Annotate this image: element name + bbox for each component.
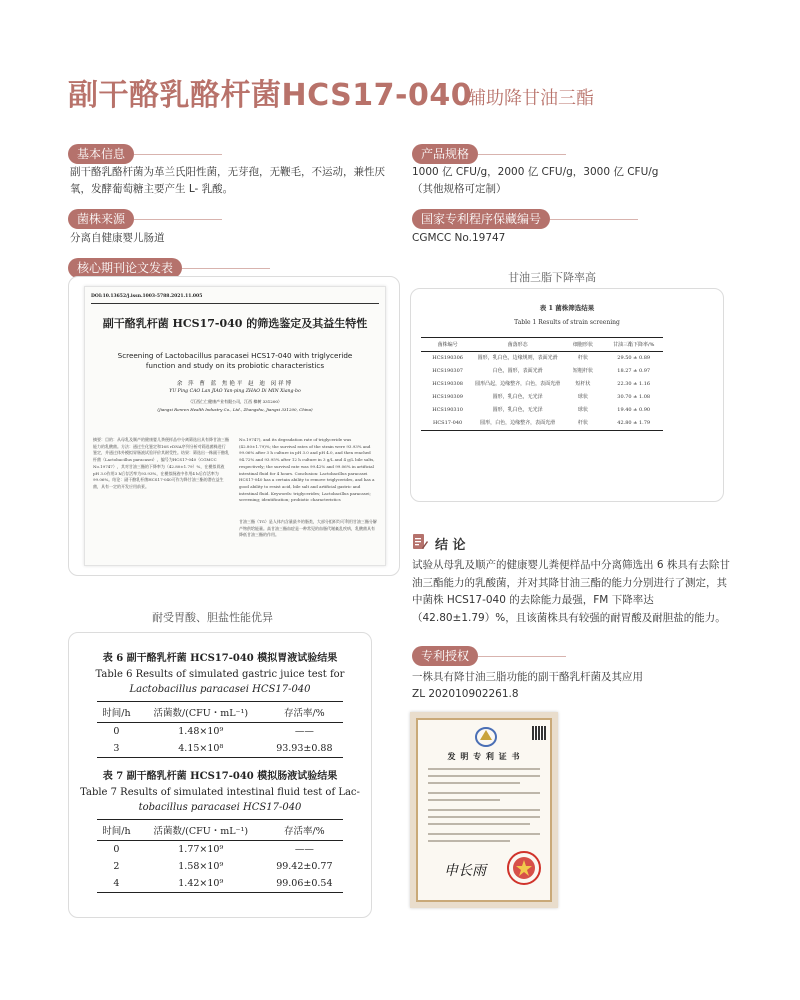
patent-office-emblem-icon (474, 726, 498, 748)
header-strain-id: 菌株编号 (421, 338, 474, 352)
paper-doi: DOI:10.13652/j.issn.1003-5788.2021.11.005 (91, 294, 203, 299)
paper-top-rule (91, 303, 379, 304)
official-seal-icon (506, 850, 542, 886)
cert-text-line (428, 809, 540, 811)
cell-survival: 99.06±0.54 (266, 875, 343, 893)
screening-header-row (421, 338, 663, 352)
strain-source-text: 分离自健康婴儿肠道 (70, 232, 165, 244)
patent-line1: 一株具有降甘油三脂功能的副干酪乳杆菌及其应用 (412, 671, 643, 683)
header-viable-count: 活菌数/(CFU・mL⁻¹) (136, 702, 266, 723)
cell-colony: 圆形，乳白色，无光泽 (492, 407, 543, 413)
table-row (97, 858, 343, 875)
patent-line2: ZL 202010902261.8 (412, 688, 519, 700)
certificate-frame (416, 718, 552, 902)
table7-title-cn: 表 7 副干酪乳杆菌 HCS17-040 模拟肠液试验结果 (102, 771, 338, 782)
cell-cell-shape: 短粗杆状 (572, 368, 593, 374)
cell-colony: 圆形凸起，边缘整齐，白色，表面光滑 (475, 381, 561, 387)
cell-colony: 白色，圆形，表面光滑 (492, 368, 543, 374)
table-row (421, 378, 663, 391)
header-survival-rate: 存活率/% (266, 820, 343, 841)
table-row (421, 352, 663, 366)
cell-cell-shape: 短杆状 (575, 381, 591, 387)
table-row (421, 417, 663, 431)
paper-title-en: Screening of Lactobacillus paracasei HCS17-040 with triglyceride function and study on its probiotic characteristics (117, 351, 353, 370)
cell-colony: 圆形，乳白色，无光泽 (492, 394, 543, 400)
cell-count: 1.42×10⁹ (136, 875, 266, 893)
qr-code-icon (532, 726, 546, 740)
patent-deposit-text: CGMCC No.19747 (412, 232, 506, 244)
screening-table-card (410, 288, 724, 502)
table-row (97, 875, 343, 893)
cell-time: 0 (113, 726, 120, 737)
basic-info-label: 基本信息 (68, 144, 134, 164)
paper-abstract-cn: 摘要：目的：从母乳及顺产的健康婴儿粪便样品中分离筛选出具有降甘油三酯能力的乳酸菌。方法：通过生化鉴定和16S rDNA序列分析对筛选菌株进行鉴定，并通过体外模拟胃肠液试验评价其耐受性。结果：筛选出一株副干酪乳杆菌（Lactobacillus paracasei），编号为HCS17-040（CGMCC No.19747），其对甘油三酯的下降率为（42.80±1.79）%，在模拟胃液pH 3.0作用3 h后存活率为93.93%，在模拟肠液中作用4 h后存活率为99.06%。结论：副干酪乳杆菌HCS17-040可作为降甘油三酯的潜在益生菌，具有一定的开发应用前景。 (93, 437, 229, 489)
cell-survival: —— (294, 726, 314, 737)
table7-title-en-1: Table 7 Results of simulated intestinal fluid test of Lac- (80, 787, 360, 798)
cell-rate: 19.40 ± 0.90 (617, 407, 651, 413)
patent-label: 专利授权 (412, 646, 478, 666)
cell-time: 3 (97, 740, 136, 758)
cell-strain-id: HCS190307 (432, 368, 463, 374)
screening-table-title-en: Table 1 Results of strain screening (514, 319, 620, 326)
table-row (97, 740, 343, 758)
screening-table-title-cn: 表 1 菌株筛选结果 (539, 304, 595, 312)
table-row (421, 391, 663, 404)
paper-authors-cn: 余 萍 曹 蓝 焦艳平 赵 迪 闵祥博 (176, 381, 294, 387)
papers-label: 核心期刊论文发表 (68, 258, 182, 278)
product-spec-line2: （其他规格可定制） (412, 183, 507, 195)
cell-count: 4.15×10⁸ (136, 740, 266, 758)
paper-intro: 甘油三酯（TG）是人体内含量最多的脂类，大部分组织均可利用甘油三酯分解产物供给能量。高甘油三酯血症是一种常见的血脂代谢紊乱疾病，乳酸菌具有降低甘油三酯的作用。 (239, 519, 377, 538)
header-time: 时间/h (97, 820, 136, 841)
cell-survival: 99.42±0.77 (276, 861, 333, 872)
paper-title-cn: 副干酪乳杆菌 HCS17-040 的筛选鉴定及其益生特性 (102, 317, 368, 330)
patent-deposit-label: 国家专利程序保藏编号 (412, 209, 550, 229)
cert-text-line (428, 840, 510, 842)
table-row (97, 841, 343, 859)
table-row (421, 365, 663, 378)
product-spec-line1: 1000 亿 CFU/g，2000 亿 CFU/g，3000 亿 CFU/g (412, 166, 659, 178)
header-viable-count: 活菌数/(CFU・mL⁻¹) (136, 820, 266, 841)
cell-cell-shape: 球状 (577, 394, 588, 400)
cert-text-line (428, 775, 540, 777)
cell-count: 1.48×10⁹ (178, 726, 224, 737)
cell-cell-shape: 杆状 (577, 355, 588, 361)
screening-caption: 甘油三脂下降率高 (508, 271, 596, 284)
gastric-table (97, 701, 343, 758)
header-cell-shape: 细胞形状 (561, 338, 605, 352)
cell-strain-id: HCS190309 (432, 394, 463, 400)
cell-strain-id: HCS190306 (432, 355, 463, 361)
page-title: 副干酪乳酪杆菌HCS17-040 (68, 78, 473, 113)
cell-time: 4 (97, 875, 136, 893)
table7-title-en-2: tobacillus paracasei HCS17-040 (138, 802, 302, 813)
certificate-signature: 申长雨 (444, 863, 486, 879)
cell-survival: 93.93±0.88 (266, 740, 343, 758)
table-header-row (97, 820, 343, 841)
header-survival-rate: 存活率/% (266, 702, 343, 723)
header-reduction-rate: 甘油三酯下降率/% (605, 338, 663, 352)
patent-certificate-image (410, 712, 558, 908)
screening-table (421, 337, 663, 431)
paper-abstract-en: No.19747), and its degradation rate of triglyceride was (42.80±1.79)%; the survival rates of the strain were 93.93% and 99.06% after 3 h culture in pH 3.0 and pH 4.0, and then reached 94.72% and 93.95% after 12 h culture in 3 g/L and 4 g/L bile salts, respectively; the survival rate was 99.42% and 99.06% in artificial intestinal fluid for 4 hours. Conclusion: Lactobacillus paracasei HCS17-040 has a certain ability to remove triglycerides, and has a good ability to resist acid, bile salt and artificial gastric and intestinal fluid. Keywords: triglycerides; Lactobacillus paracasei; screening; identification; probiotic characteristics (239, 437, 375, 503)
cell-rate: 30.70 ± 1.08 (617, 394, 651, 400)
cell-cell-shape: 杆状 (561, 417, 605, 431)
cell-rate: 29.50 ± 0.89 (617, 355, 651, 361)
tolerance-caption: 耐受胃酸、胆盐性能优异 (152, 611, 273, 624)
table-header-row (97, 702, 343, 723)
certificate-title: 发 明 专 利 证 书 (447, 752, 521, 761)
cert-text-line (428, 768, 540, 770)
paper-affiliation-cn: （江西仁仁健康产业有限公司，江西 樟树 331200） (188, 399, 282, 404)
journal-paper-image (84, 286, 386, 566)
cell-rate: 42.80 ± 1.79 (605, 417, 663, 431)
paper-authors-en: YU Ping CAO Lan JIAO Yan-ping ZHAO Di MIN Xiang-bo (169, 389, 301, 394)
cell-strain-id: HCS190310 (432, 407, 463, 413)
basic-info-text: 副干酪乳酪杆菌为革兰氏阳性菌，无芽孢，无鞭毛，不运动，兼性厌氧，发酵葡萄糖主要产生 L- 乳酸。 (70, 166, 385, 195)
header-colony-shape: 菌落形态 (474, 338, 561, 352)
cell-count: 1.77×10⁹ (178, 844, 224, 855)
cell-count: 1.58×10⁹ (178, 861, 224, 872)
intestinal-table (97, 819, 343, 893)
cell-colony: 圆形，乳白色，边缘规则，表面光滑 (477, 355, 558, 361)
cell-colony: 圆形，白色，边缘整齐，表面光滑 (474, 417, 561, 431)
cert-text-line (428, 782, 520, 784)
cell-cell-shape: 球状 (577, 407, 588, 413)
paper-affiliation-en: (Jiangxi Renren Health Industry Co., Ltd., Zhangshu, Jiangxi 331200, China) (157, 407, 313, 412)
table-row (421, 404, 663, 417)
table6-title-en-2: Lactobacillus paracasei HCS17-040 (129, 684, 311, 695)
cert-text-line (428, 792, 540, 794)
strain-source-label: 菌株来源 (68, 209, 134, 229)
cert-text-line (428, 823, 530, 825)
header-time: 时间/h (97, 702, 136, 723)
cell-rate: 18.27 ± 0.97 (617, 368, 651, 374)
table-row (97, 723, 343, 741)
table6-title-cn: 表 6 副干酪乳杆菌 HCS17-040 模拟胃液试验结果 (102, 653, 338, 664)
cert-text-line (428, 799, 500, 801)
tolerance-card (68, 632, 372, 918)
cell-time: 0 (113, 844, 120, 855)
cert-text-line (428, 816, 540, 818)
conclusion-heading: 结 论 (435, 538, 466, 553)
cert-text-line (428, 833, 540, 835)
product-spec-label: 产品规格 (412, 144, 478, 164)
pencil-note-icon (412, 533, 428, 551)
cell-strain-id: HCS17-040 (421, 417, 474, 431)
conclusion-text: 试验从母乳及顺产的健康婴儿粪便样品中分离筛选出 6 株具有去除甘油三酯能力的乳酸菌，并对其降甘油三酯的能力分别进行了测定，其中菌株 HCS17-040 的去除能力最强，FM 下降率达（42.80±1.79）%，且该菌株具有较强的耐胃酸及耐胆盐的能力。 (412, 559, 730, 624)
cell-strain-id: HCS190308 (432, 381, 463, 387)
cell-rate: 22.30 ± 1.16 (617, 381, 651, 387)
cell-survival: —— (294, 844, 314, 855)
table6-title-en-1: Table 6 Results of simulated gastric juice test for (95, 669, 345, 680)
page-subtitle: 辅助降甘油三酯 (468, 88, 594, 109)
cell-time: 2 (113, 861, 120, 872)
